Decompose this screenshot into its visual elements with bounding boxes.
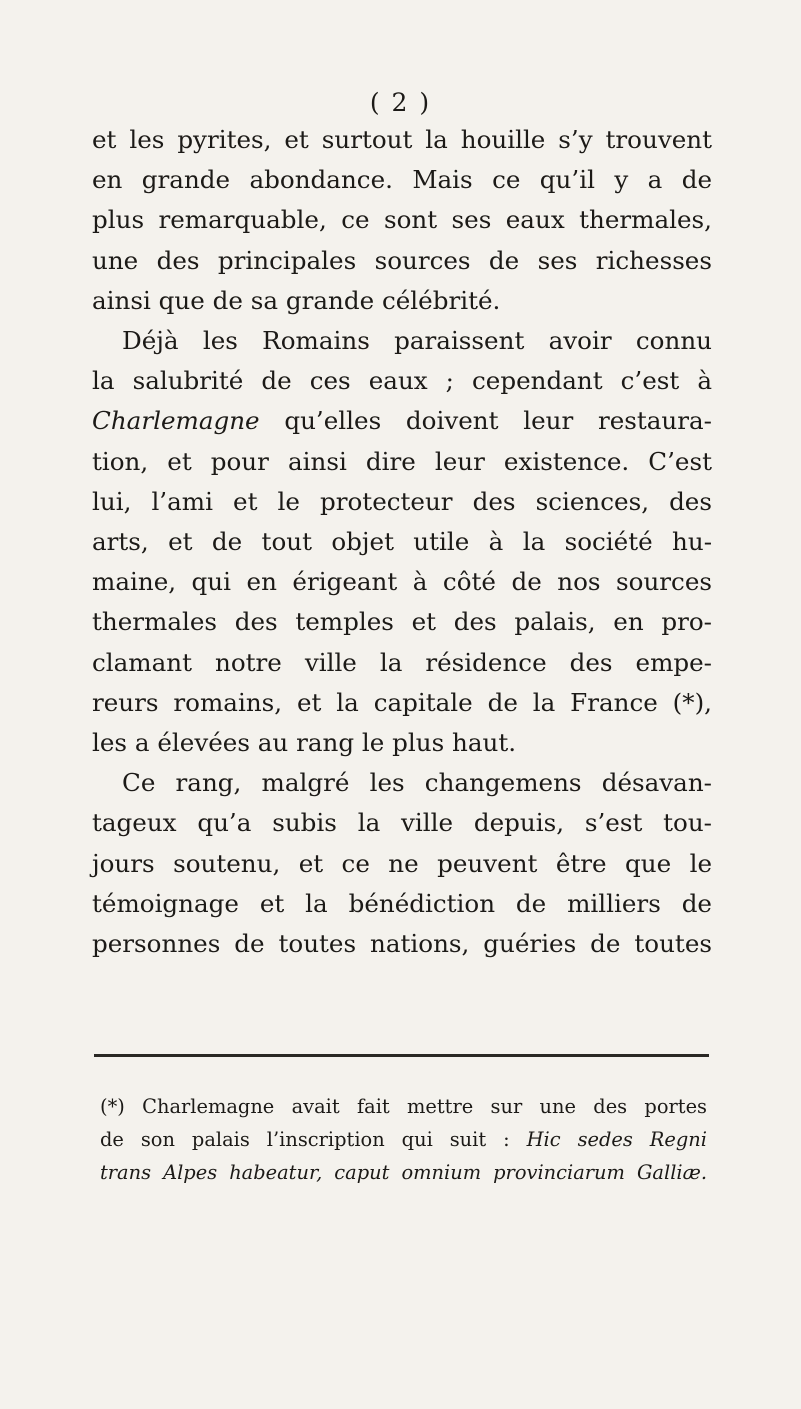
text-line: tageux qu’a subis la ville depuis, s’est tou- [92,808,712,838]
text-line: Déjà les Romains paraissent avoir connu [122,326,712,356]
text-line: la salubrité de ces eaux ; cependant c’est à [92,366,712,396]
text-line: reurs romains, et la capitale de la France (*), [92,687,712,717]
text-line: maine, qui en érigeant à côté de nos sources [92,567,712,597]
text-line: jours soutenu, et ce ne peuvent être que le [92,848,712,878]
footnote-text: de son palais l’inscription qui suit : [100,1128,527,1151]
text-line: Ce rang, malgré les changemens désavan- [122,768,712,798]
text-line: ainsi que de sa grande célébrité. [92,285,501,315]
text-line: en grande abondance. Mais ce qu’il y a de [92,165,712,195]
text-line: tion, et pour ainsi dire leur existence. C’est [92,446,712,476]
footnote-line: (*) Charlemagne avait fait mettre sur une des portes [100,1095,707,1118]
text-line: arts, et de tout objet utile à la société hu- [92,527,712,557]
text-line-with-italic [92,401,712,441]
text-line: lui, l’ami et le protecteur des sciences, des [92,486,712,516]
text-line: plus remarquable, ce sont ses eaux thermales, [92,205,712,235]
page-number: ( 2 ) [369,88,432,117]
text-line: témoignage et la bénédiction de milliers de [92,888,712,918]
text-line: thermales des temples et des palais, en pro- [92,607,712,637]
text-line: les a élevées au rang le plus haut. [92,728,517,758]
footnote-divider [94,1054,709,1057]
footnote [100,1090,707,1189]
footnote-latin-line: trans Alpes habeatur, caput omnium provinciarum Galliæ. [100,1161,707,1184]
italic-name: Charlemagne [92,406,260,436]
text-line: clamant notre ville la résidence des empe- [92,647,712,677]
text-line: une des principales sources de ses richesses [92,245,712,275]
footnote-line [100,1123,707,1156]
text-line: personnes de toutes nations, guéries de toutes [92,929,712,959]
footnote-latin: Hic sedes Regni [526,1128,707,1151]
text-fragment: qu’elles doivent leur restaura- [284,406,712,436]
text-line: et les pyrites, et surtout la houille s’y trouvent [92,125,712,154]
body-text [92,120,712,964]
